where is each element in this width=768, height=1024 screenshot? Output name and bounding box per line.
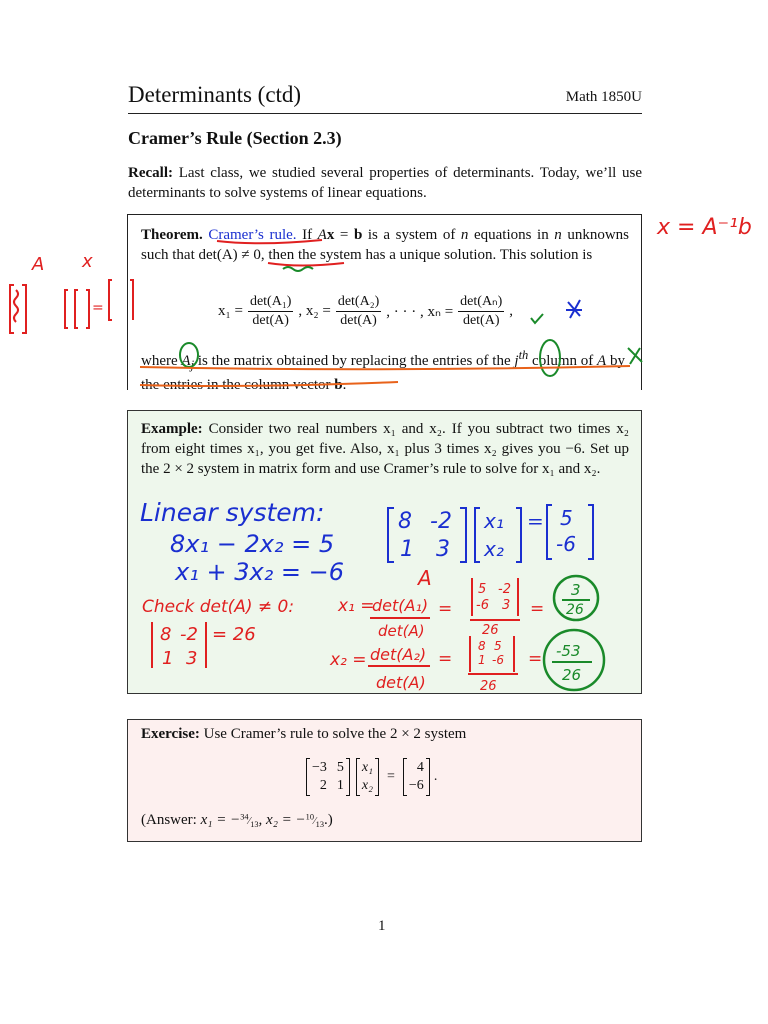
a2-entry: 5 — [494, 639, 502, 653]
vector-x-entry: x₂ — [484, 537, 504, 561]
matrix-a-entry: 8 — [398, 509, 412, 534]
a1-entry: 5 — [478, 582, 487, 597]
det-entry: -2 — [180, 624, 198, 645]
page-header — [128, 82, 642, 114]
equation-2: x₁ + 3x₂ = −6 — [175, 558, 345, 586]
margin-A: A — [32, 254, 45, 275]
matrix-a-entry: -2 — [430, 509, 452, 534]
theorem-statement: Theorem. Cramer’s rule. If Ax = b is a system of n equations in n unknowns such that det(A) ≠ 0, then the system has a unique solution. This solution is — [141, 227, 629, 263]
det-a2: det(A₂) — [370, 645, 427, 664]
answer-x2-den: 13 — [315, 820, 324, 829]
fraction-3-num: det(Aₙ) — [458, 293, 504, 312]
x1-equals: = — [438, 599, 453, 619]
where-text-3: column of — [532, 353, 594, 369]
example-statement — [141, 419, 629, 479]
vector-entry: −6 — [408, 778, 424, 793]
example-text: Consider two real numbers x₁ and x₂. If you subtract two times x₂ from eight times x₁, you get five. Also, x₁ plus 3 times x₂ gives you −6. Set up the 2 × 2 system in matrix form and use Cramer’s rule to solve for x₁ and x₂. — [141, 421, 629, 477]
matrix-entry: −3 — [312, 760, 327, 775]
theorem-text-3: equations in — [473, 227, 549, 243]
fraction-2 — [336, 294, 381, 329]
matrix-a-entry: 1 — [400, 537, 414, 562]
fraction-1 — [248, 294, 293, 329]
answer-x1-num: 34 — [240, 812, 249, 822]
exercise-box — [127, 719, 642, 842]
matrix-a-entry: 3 — [436, 537, 450, 562]
answer-x2-num: 10 — [305, 812, 314, 822]
det-entry: 3 — [186, 648, 198, 669]
page-title: Determinants (ctd) — [128, 82, 302, 107]
det-a-den-2: det(A) — [376, 673, 426, 692]
matrix-entry: 2 — [319, 778, 327, 793]
theorem-text-1: If — [302, 227, 313, 243]
theorem-where-clause: where $A_j$ is the matrix obtained by replacing the entries of the $j^{th}$ column of A by the entries in the column vector b. — [141, 348, 625, 393]
exercise-matrix-equation: −3 5 2 1 x₁ x₂ = 4 −6 . — [306, 758, 437, 796]
where-text-2: is the matrix obtained by replacing the entries of the — [197, 353, 511, 369]
example-label: Example: — [141, 421, 203, 437]
matrix-equals: = — [527, 509, 544, 533]
exercise-unknown-vector — [356, 758, 379, 796]
x2-equals: = — [438, 649, 453, 669]
x2-result-equals: = — [528, 649, 543, 669]
vector-entry: x₁ — [361, 760, 373, 775]
a1-entry: -6 — [476, 598, 489, 613]
margin-x: x — [82, 251, 93, 272]
vector-b-entry: 5 — [560, 506, 573, 530]
margin-matrix-bracket — [10, 285, 26, 333]
fraction-3 — [458, 293, 504, 329]
label-a: A — [418, 566, 432, 590]
x2-den: 26 — [480, 679, 497, 694]
det-value: = 26 — [212, 624, 256, 645]
recall-text: Last class, we studied several properties of determinants. Today, we’ll use determinants to solve systems of linear equations. — [128, 165, 642, 201]
x1-label: x₁ = — [338, 596, 375, 616]
x2-result-den: 26 — [562, 666, 582, 684]
exercise-text: Use Cramer’s rule to solve the 2 × 2 system — [203, 726, 467, 742]
fraction-1-den: det(A) — [252, 312, 289, 328]
a2-entry: 1 — [478, 653, 486, 667]
recall-paragraph — [128, 163, 642, 203]
answer-x1: x₁ = − — [200, 812, 241, 828]
exercise-label: Exercise: — [141, 726, 200, 742]
det-entry: 8 — [160, 624, 172, 645]
page-number: 1 — [378, 918, 386, 934]
equation-1: 8x₁ − 2x₂ = 5 — [170, 530, 335, 558]
vector-entry: 4 — [416, 760, 424, 775]
theorem-box — [127, 214, 642, 393]
vector-x-entry: x₁ — [484, 509, 504, 533]
answer-x1-den: 13 — [250, 820, 259, 829]
formula-lhs-1: x₁ = — [218, 302, 243, 319]
theorem-name: Cramer’s rule. — [208, 227, 297, 243]
fraction-3-den: det(A) — [462, 313, 500, 328]
theorem-text-5: , then the system has a unique solution. This solution is — [260, 247, 593, 263]
theorem-text-2: is a system of — [367, 227, 456, 243]
linear-system-label: Linear system: — [140, 498, 325, 527]
answer-prefix: (Answer: — [141, 812, 197, 828]
theorem-label: Theorem. — [141, 227, 203, 243]
x1-result-den: 26 — [566, 602, 584, 618]
formula-lhs-2: , x₂ = — [298, 302, 331, 319]
matrix-entry: 1 — [336, 778, 344, 793]
course-code: Math 1850U — [565, 89, 642, 105]
vector-entry: x₂ — [361, 778, 373, 793]
det-a1: det(A₁) — [372, 596, 429, 615]
x1-den: 26 — [482, 623, 499, 638]
theorem-text-4: unknowns such that — [141, 227, 629, 263]
x1-result-equals: = — [530, 599, 545, 619]
det-a-den-1: det(A) — [378, 622, 425, 640]
answer-x2: , x₂ = − — [258, 812, 306, 828]
margin-formula: x = A⁻¹b — [657, 215, 752, 240]
exercise-answer: (Answer: $x_1 = -^{34}⁄_{13}$, $x_2 = -^{10}⁄_{13}$.) — [141, 812, 333, 829]
det-entry: 1 — [162, 648, 174, 669]
example-box — [127, 410, 642, 694]
matrix-entry: 5 — [336, 760, 344, 775]
vector-b-entry: -6 — [556, 532, 576, 556]
x2-result-num: -53 — [556, 642, 581, 660]
margin-vector-brackets — [65, 290, 89, 328]
recall-label: Recall: — [128, 165, 173, 181]
answer-suffix: .) — [323, 812, 333, 828]
exercise-coefficient-matrix — [306, 758, 350, 796]
exercise-rhs-vector — [403, 758, 430, 796]
check-det-label: Check det(A) ≠ 0: — [142, 597, 295, 617]
section-title: Cramer’s Rule (Section 2.3) — [128, 128, 342, 148]
a1-entry: -2 — [498, 582, 511, 597]
a1-entry: 3 — [502, 598, 511, 613]
margin-equals: = — [92, 300, 104, 316]
fraction-1-num: det(A₁) — [248, 294, 293, 312]
x1-result-num: 3 — [571, 581, 581, 599]
where-text-1: where — [141, 353, 178, 369]
fraction-2-den: det(A) — [340, 312, 377, 328]
where-text-4: by the entries in the column vector — [141, 353, 625, 393]
a2-entry: -6 — [492, 653, 504, 667]
fraction-2-num: det(A₂) — [336, 294, 381, 312]
margin-matrix-scribble — [14, 290, 18, 322]
exercise-statement — [141, 726, 466, 743]
cramer-formula: x₁ = $\frac{\text{det(A₁)}}{\det(A)}$ , x₂ = $\frac{\text{det(A₂)}}{\det(A)}$ , · · · , xₙ = $\frac{\text{det(Aₙ)}}{\det(A)}$ , — [218, 293, 514, 328]
a2-entry: 8 — [478, 639, 486, 653]
formula-lhs-3: , · · · , xₙ = — [386, 303, 454, 320]
x2-label: x₂ = — [330, 650, 367, 670]
det-condition: det(A) ≠ 0 — [198, 247, 261, 263]
